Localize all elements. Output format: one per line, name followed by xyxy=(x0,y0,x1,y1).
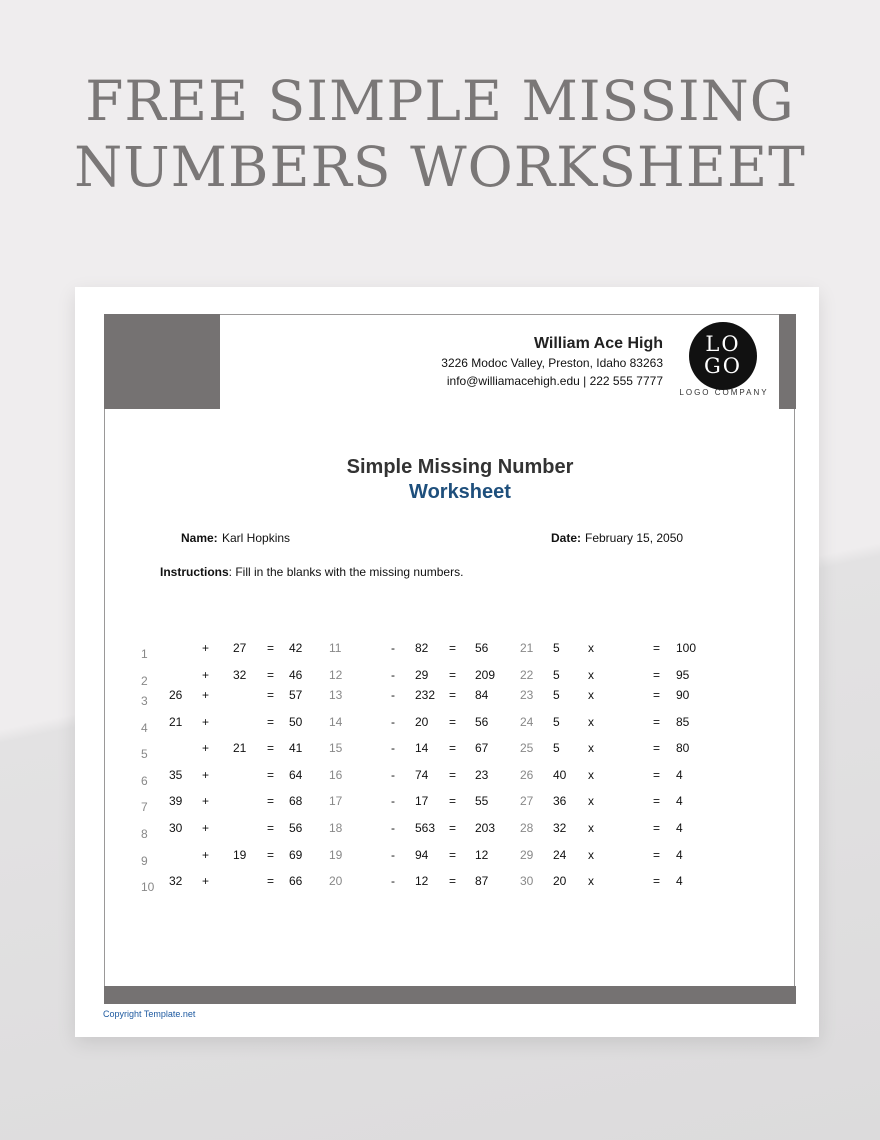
problem-number: 25 xyxy=(520,741,534,755)
result: 4 xyxy=(676,794,683,808)
equals-sign: = xyxy=(449,715,457,729)
operator: + xyxy=(202,794,210,808)
result: 4 xyxy=(676,768,683,782)
equals-sign: = xyxy=(267,715,275,729)
operand-b: 563 xyxy=(415,821,436,835)
problem-number: 23 xyxy=(520,688,534,702)
problem-number: 30 xyxy=(520,874,534,888)
equals-sign: = xyxy=(449,848,457,862)
operand-b: 29 xyxy=(415,668,429,682)
result: 56 xyxy=(475,641,489,655)
operand-b: 19 xyxy=(233,848,247,862)
header-block-left xyxy=(104,314,220,409)
operand-a: 32 xyxy=(553,821,567,835)
result: 56 xyxy=(475,715,489,729)
hero-title-line1: FREE SIMPLE MISSING xyxy=(85,69,795,133)
operand-a: 30 xyxy=(169,821,183,835)
instructions-label: Instructions xyxy=(160,565,229,579)
equals-sign: = xyxy=(653,641,661,655)
result: 57 xyxy=(289,688,303,702)
operator: + xyxy=(202,741,210,755)
equals-sign: = xyxy=(653,768,661,782)
operand-a: 24 xyxy=(553,848,567,862)
worksheet-frame xyxy=(104,314,795,1004)
logo-line2: GO xyxy=(704,354,742,378)
problem-number: 6 xyxy=(141,774,148,788)
result: 64 xyxy=(289,768,303,782)
problem-number: 15 xyxy=(329,741,343,755)
operator: x xyxy=(588,715,594,729)
result: 68 xyxy=(289,794,303,808)
operator: - xyxy=(391,821,395,835)
problem-number: 8 xyxy=(141,827,148,841)
operand-a: 39 xyxy=(169,794,183,808)
equals-sign: = xyxy=(449,668,457,682)
operator: x xyxy=(588,741,594,755)
operator: - xyxy=(391,715,395,729)
equals-sign: = xyxy=(267,874,275,888)
operand-b: 27 xyxy=(233,641,247,655)
equals-sign: = xyxy=(653,668,661,682)
problem-number: 29 xyxy=(520,848,534,862)
operand-a: 32 xyxy=(169,874,183,888)
problem-number: 19 xyxy=(329,848,343,862)
problem-number: 22 xyxy=(520,668,534,682)
operator: x xyxy=(588,688,594,702)
result: 100 xyxy=(676,641,697,655)
logo-caption: LOGO COMPANY xyxy=(679,388,769,397)
equals-sign: = xyxy=(653,715,661,729)
result: 50 xyxy=(289,715,303,729)
operand-b: 82 xyxy=(415,641,429,655)
operand-b: 20 xyxy=(415,715,429,729)
operand-a: 5 xyxy=(553,715,560,729)
problem-number: 24 xyxy=(520,715,534,729)
equals-sign: = xyxy=(449,821,457,835)
operand-a: 21 xyxy=(169,715,183,729)
equals-sign: = xyxy=(267,821,275,835)
company-name: William Ace High xyxy=(533,335,663,352)
problem-number: 11 xyxy=(329,641,342,655)
operand-a: 5 xyxy=(553,741,560,755)
result: 95 xyxy=(676,668,690,682)
footer-bar xyxy=(104,986,796,1004)
operator: x xyxy=(588,768,594,782)
problem-number: 27 xyxy=(520,794,534,808)
operator: + xyxy=(202,848,210,862)
name-value: Karl Hopkins xyxy=(222,531,291,545)
equals-sign: = xyxy=(267,688,275,702)
problem-number: 28 xyxy=(520,821,534,835)
equals-sign: = xyxy=(267,641,275,655)
worksheet-title-sub: Worksheet xyxy=(409,481,511,503)
name-label: Name: xyxy=(181,531,218,545)
operator: - xyxy=(391,688,395,702)
result: 23 xyxy=(475,768,489,782)
problem-number: 26 xyxy=(520,768,534,782)
problem-number: 13 xyxy=(329,688,343,702)
worksheet-title xyxy=(75,455,845,505)
worksheet-paper xyxy=(75,287,819,1037)
equals-sign: = xyxy=(267,848,275,862)
operator: - xyxy=(391,848,395,862)
result: 42 xyxy=(289,641,303,655)
operator: + xyxy=(202,821,210,835)
company-info xyxy=(441,334,663,390)
problem-number: 10 xyxy=(141,880,155,894)
result: 80 xyxy=(676,741,690,755)
operand-b: 21 xyxy=(233,741,247,755)
equals-sign: = xyxy=(267,668,275,682)
operator: - xyxy=(391,741,395,755)
operand-b: 232 xyxy=(415,688,436,702)
problem-number: 17 xyxy=(329,794,343,808)
equals-sign: = xyxy=(449,794,457,808)
problem-number: 3 xyxy=(141,694,148,708)
equals-sign: = xyxy=(449,874,457,888)
result: 55 xyxy=(475,794,489,808)
equals-sign: = xyxy=(267,768,275,782)
operator: - xyxy=(391,768,395,782)
problem-number: 18 xyxy=(329,821,343,835)
operator: x xyxy=(588,821,594,835)
problem-number: 1 xyxy=(141,647,148,661)
hero-title xyxy=(0,68,880,200)
problem-number: 21 xyxy=(520,641,534,655)
result: 12 xyxy=(475,848,489,862)
equals-sign: = xyxy=(267,794,275,808)
operator: + xyxy=(202,768,210,782)
hero-title-line2: NUMBERS WORKSHEET xyxy=(74,135,806,199)
operator: + xyxy=(202,688,210,702)
problem-number: 4 xyxy=(141,721,148,735)
operand-a: 5 xyxy=(553,688,560,702)
operator: - xyxy=(391,668,395,682)
company-contact: info@williamacehigh.edu | 222 555 7777 xyxy=(446,374,663,388)
operand-b: 12 xyxy=(415,874,429,888)
result: 209 xyxy=(475,668,496,682)
problem-number: 20 xyxy=(329,874,343,888)
operand-a: 40 xyxy=(553,768,567,782)
equals-sign: = xyxy=(267,741,275,755)
result: 203 xyxy=(475,821,496,835)
operator: x xyxy=(588,794,594,808)
worksheet-title-main: Simple Missing Number xyxy=(346,456,574,478)
operator: + xyxy=(202,668,210,682)
copyright: Copyright Template.net xyxy=(103,1009,196,1019)
equals-sign: = xyxy=(653,874,661,888)
operand-a: 20 xyxy=(553,874,567,888)
equals-sign: = xyxy=(449,688,457,702)
problem-number: 16 xyxy=(329,768,343,782)
result: 41 xyxy=(289,741,303,755)
equals-sign: = xyxy=(653,688,661,702)
result: 4 xyxy=(676,821,683,835)
operator: x xyxy=(588,874,594,888)
problem-number: 7 xyxy=(141,800,148,814)
date-value: February 15, 2050 xyxy=(585,531,684,545)
equals-sign: = xyxy=(653,821,661,835)
problem-number: 12 xyxy=(329,668,343,682)
operator: - xyxy=(391,794,395,808)
result: 87 xyxy=(475,874,489,888)
operator: - xyxy=(391,874,395,888)
result: 67 xyxy=(475,741,489,755)
equals-sign: = xyxy=(653,741,661,755)
logo-icon xyxy=(689,322,757,390)
operand-b: 32 xyxy=(233,668,247,682)
company-address: 3226 Modoc Valley, Preston, Idaho 83263 xyxy=(441,356,663,370)
operator: + xyxy=(202,715,210,729)
header-block-right xyxy=(779,314,796,409)
operand-a: 35 xyxy=(169,768,183,782)
operator: x xyxy=(588,848,594,862)
result: 66 xyxy=(289,874,303,888)
result: 46 xyxy=(289,668,303,682)
problem-number: 9 xyxy=(141,854,148,868)
operator: x xyxy=(588,641,594,655)
result: 85 xyxy=(676,715,690,729)
operand-a: 26 xyxy=(169,688,183,702)
operand-b: 17 xyxy=(415,794,429,808)
equals-sign: = xyxy=(449,641,457,655)
problem-number: 5 xyxy=(141,747,148,761)
result: 4 xyxy=(676,874,683,888)
operand-b: 14 xyxy=(415,741,429,755)
logo-line1: LO xyxy=(705,332,741,356)
operator: + xyxy=(202,874,210,888)
operand-a: 5 xyxy=(553,641,560,655)
operand-a: 36 xyxy=(553,794,567,808)
result: 4 xyxy=(676,848,683,862)
instructions-text: : Fill in the blanks with the missing numbers. xyxy=(228,565,464,579)
operand-b: 74 xyxy=(415,768,429,782)
equals-sign: = xyxy=(449,768,457,782)
date-label: Date: xyxy=(551,531,582,545)
equals-sign: = xyxy=(449,741,457,755)
result: 90 xyxy=(676,688,690,702)
problem-number: 14 xyxy=(329,715,343,729)
operator: - xyxy=(391,641,395,655)
operand-b: 94 xyxy=(415,848,429,862)
operator: + xyxy=(202,641,210,655)
equals-sign: = xyxy=(653,794,661,808)
result: 69 xyxy=(289,848,303,862)
equals-sign: = xyxy=(653,848,661,862)
operand-a: 5 xyxy=(553,668,560,682)
instructions xyxy=(160,565,463,579)
operator: x xyxy=(588,668,594,682)
result: 84 xyxy=(475,688,489,702)
result: 56 xyxy=(289,821,303,835)
problem-number: 2 xyxy=(141,674,148,688)
